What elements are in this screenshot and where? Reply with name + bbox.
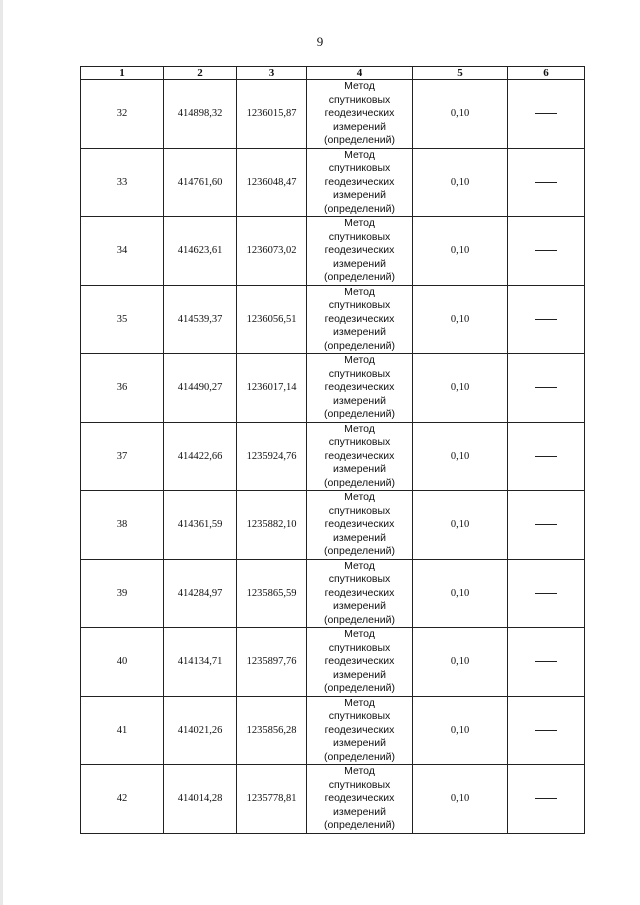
method-label-line: спутниковых (328, 367, 391, 380)
table-row (81, 696, 585, 765)
method-label-line: измерений (333, 189, 386, 201)
coordinate-y: 1235778,81 (237, 765, 307, 834)
method-label-line: (определений) (323, 476, 396, 489)
method-cell (307, 217, 413, 286)
method-label-line: спутниковых (328, 504, 391, 517)
method-label-line: измерений (333, 737, 386, 749)
point-number: 37 (81, 422, 164, 491)
method-label-line: Метод (344, 285, 375, 298)
point-number: 41 (81, 696, 164, 765)
method-label-line: измерений (333, 120, 386, 133)
dash-mark (535, 387, 557, 388)
method-cell (307, 491, 413, 560)
coordinate-x: 414490,27 (164, 354, 237, 423)
table-header-row (81, 67, 585, 80)
coordinate-x: 414898,32 (164, 80, 237, 149)
point-number: 35 (81, 285, 164, 354)
header-col-5: 5 (413, 67, 508, 80)
method-label-line: измерений (333, 805, 386, 818)
point-number: 32 (81, 80, 164, 149)
method-label-line: геодезических (324, 792, 395, 804)
method-cell (307, 285, 413, 354)
method-label-line: (определений) (323, 613, 396, 626)
method-label-line: измерений (333, 326, 386, 338)
table-row (81, 80, 585, 149)
dash-mark (535, 593, 557, 594)
coordinate-x: 414021,26 (164, 696, 237, 765)
coordinate-y: 1236056,51 (237, 285, 307, 354)
col6-cell (508, 696, 585, 765)
dash-mark (535, 456, 557, 457)
method-label-line: Метод (344, 422, 375, 435)
accuracy-value: 0,10 (413, 765, 508, 834)
method-label-line: (определений) (323, 545, 396, 557)
coordinate-y: 1236073,02 (237, 217, 307, 286)
col6-cell (508, 217, 585, 286)
header-col-1: 1 (81, 67, 164, 80)
coordinates-table (80, 66, 585, 834)
method-label-line: Метод (344, 628, 375, 640)
method-cell (307, 148, 413, 217)
header-col-4: 4 (307, 67, 413, 80)
col6-cell (508, 765, 585, 834)
col6-cell (508, 80, 585, 149)
header-col-3: 3 (237, 67, 307, 80)
method-label-line: (определений) (323, 134, 396, 146)
accuracy-value: 0,10 (413, 148, 508, 217)
method-label-line: геодезических (324, 312, 395, 325)
table-row (81, 491, 585, 560)
method-label-line: геодезических (324, 175, 395, 188)
accuracy-value: 0,10 (413, 285, 508, 354)
method-label-line: спутниковых (328, 93, 391, 106)
col6-cell (508, 628, 585, 697)
method-label-line: измерений (333, 463, 386, 475)
coordinate-y: 1236015,87 (237, 80, 307, 149)
method-label-line: Метод (344, 148, 375, 161)
coordinate-x: 414539,37 (164, 285, 237, 354)
accuracy-value: 0,10 (413, 696, 508, 765)
method-cell (307, 80, 413, 149)
method-cell (307, 422, 413, 491)
col6-cell (508, 148, 585, 217)
coordinate-x: 414422,66 (164, 422, 237, 491)
point-number: 33 (81, 148, 164, 217)
dash-mark (535, 113, 557, 114)
method-label-line: спутниковых (328, 436, 391, 448)
method-label-line: (определений) (323, 408, 396, 420)
col6-cell (508, 354, 585, 423)
method-label-line: геодезических (324, 586, 395, 599)
method-label-line: Метод (344, 765, 375, 777)
method-label-line: геодезических (324, 244, 395, 256)
method-label-line: (определений) (323, 682, 396, 694)
method-label-line: геодезических (324, 723, 395, 736)
point-number: 38 (81, 491, 164, 560)
method-label-line: Метод (344, 80, 375, 92)
point-number: 40 (81, 628, 164, 697)
dash-mark (535, 661, 557, 662)
coordinate-y: 1235897,76 (237, 628, 307, 697)
table-row (81, 422, 585, 491)
method-label-line: спутниковых (328, 778, 391, 791)
dash-mark (535, 319, 557, 320)
method-label-line: спутниковых (328, 162, 391, 174)
point-number: 42 (81, 765, 164, 834)
method-cell (307, 628, 413, 697)
coordinate-y: 1235882,10 (237, 491, 307, 560)
table-row (81, 765, 585, 834)
method-label-line: измерений (333, 600, 386, 612)
coordinate-x: 414284,97 (164, 559, 237, 628)
method-label-line: (определений) (323, 271, 396, 283)
dash-mark (535, 524, 557, 525)
header-col-2: 2 (164, 67, 237, 80)
dash-mark (535, 798, 557, 799)
accuracy-value: 0,10 (413, 80, 508, 149)
method-label-line: измерений (333, 257, 386, 270)
coordinate-y: 1236017,14 (237, 354, 307, 423)
method-label-line: геодезических (324, 107, 395, 119)
method-cell (307, 354, 413, 423)
method-label-line: спутниковых (328, 230, 391, 243)
accuracy-value: 0,10 (413, 559, 508, 628)
method-label-line: геодезических (324, 449, 395, 462)
method-label-line: геодезических (324, 381, 395, 393)
col6-cell (508, 559, 585, 628)
accuracy-value: 0,10 (413, 422, 508, 491)
method-label-line: измерений (333, 668, 386, 681)
method-label-line: Метод (344, 354, 375, 366)
point-number: 39 (81, 559, 164, 628)
coordinate-x: 414761,60 (164, 148, 237, 217)
accuracy-value: 0,10 (413, 217, 508, 286)
table-row (81, 217, 585, 286)
table-row (81, 559, 585, 628)
coordinate-x: 414361,59 (164, 491, 237, 560)
method-label-line: спутниковых (328, 641, 391, 654)
method-label-line: измерений (333, 394, 386, 407)
table-row (81, 285, 585, 354)
page-number: 9 (316, 34, 324, 49)
header-col-6: 6 (508, 67, 585, 80)
method-label-line: спутниковых (328, 710, 391, 722)
accuracy-value: 0,10 (413, 491, 508, 560)
coordinate-x: 414014,28 (164, 765, 237, 834)
method-cell (307, 696, 413, 765)
coordinate-x: 414623,61 (164, 217, 237, 286)
method-label-line: геодезических (324, 655, 395, 667)
accuracy-value: 0,10 (413, 628, 508, 697)
point-number: 36 (81, 354, 164, 423)
method-label-line: Метод (344, 217, 375, 229)
method-label-line: спутниковых (328, 573, 391, 585)
dash-mark (535, 250, 557, 251)
coordinate-y: 1235924,76 (237, 422, 307, 491)
method-label-line: (определений) (323, 750, 396, 763)
coordinate-x: 414134,71 (164, 628, 237, 697)
method-label-line: измерений (333, 531, 386, 544)
dash-mark (535, 182, 557, 183)
method-label-line: Метод (344, 696, 375, 709)
method-label-line: спутниковых (328, 299, 391, 311)
accuracy-value: 0,10 (413, 354, 508, 423)
table-row (81, 148, 585, 217)
method-label-line: Метод (344, 559, 375, 572)
method-label-line: геодезических (324, 518, 395, 530)
dash-mark (535, 730, 557, 731)
method-label-line: (определений) (323, 202, 396, 215)
point-number: 34 (81, 217, 164, 286)
method-cell (307, 559, 413, 628)
method-cell (307, 765, 413, 834)
method-label-line: Метод (344, 491, 375, 503)
coordinate-y: 1235856,28 (237, 696, 307, 765)
coordinate-y: 1235865,59 (237, 559, 307, 628)
method-label-line: (определений) (323, 819, 396, 831)
col6-cell (508, 422, 585, 491)
coordinate-y: 1236048,47 (237, 148, 307, 217)
col6-cell (508, 285, 585, 354)
table-row (81, 354, 585, 423)
col6-cell (508, 491, 585, 560)
method-label-line: (определений) (323, 339, 396, 352)
table-row (81, 628, 585, 697)
scan-edge (0, 0, 3, 905)
